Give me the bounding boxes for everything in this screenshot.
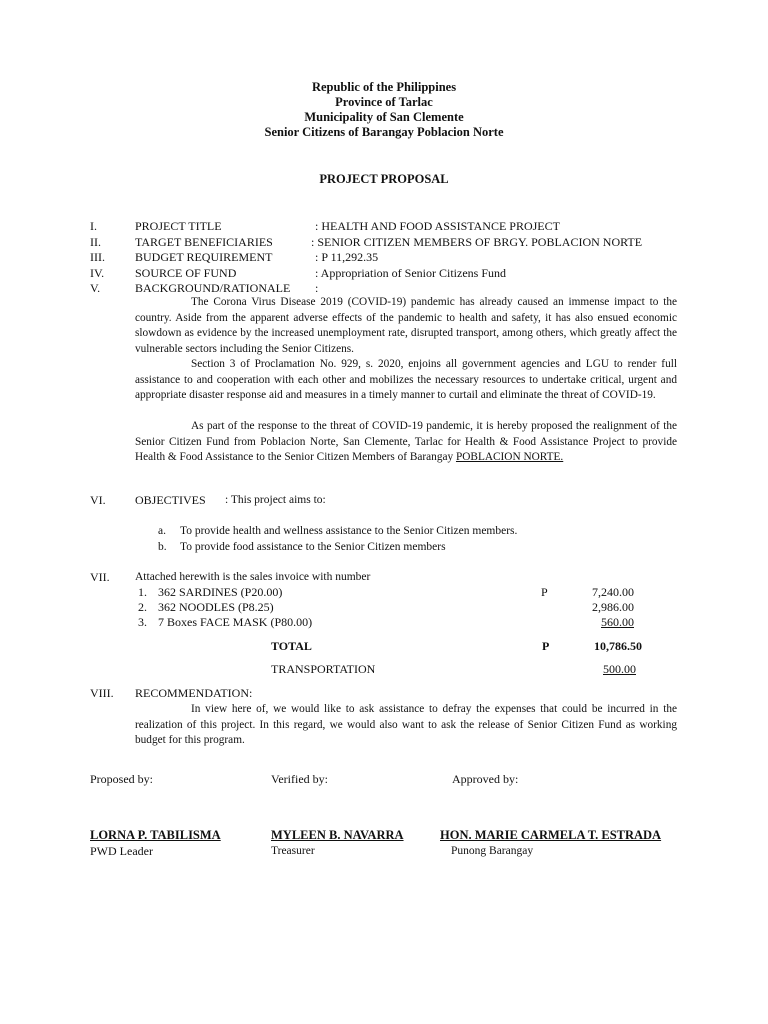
proposer-name: LORNA P. TABILISMA: [90, 828, 221, 842]
invoice-intro: Attached herewith is the sales invoice with number: [135, 571, 371, 583]
item-value: :: [315, 281, 319, 295]
item-label: PROJECT TITLE: [135, 219, 222, 233]
item-label: SOURCE OF FUND: [135, 266, 237, 280]
header-republic: Republic of the Philippines: [311, 80, 457, 94]
total-label: TOTAL: [271, 639, 312, 653]
invoice-currency: P: [541, 585, 548, 599]
objectives-label: OBJECTIVES: [135, 493, 206, 507]
approver-position: Punong Barangay: [451, 845, 534, 857]
item-value: : SENIOR CITIZEN MEMBERS OF BRGY. POBLACION NORTE: [311, 235, 643, 249]
background-paragraph-3-text: As part of the response to the threat of COVID-19 pandemic, it is hereby proposed the realignment of the Senior Citizen Fund from Poblacion Norte, San Clemente, Tarlac for Health & Food Assistance Project to provide Health & Food Assistance to the Senior Citizen Members of Barangay: [135, 420, 677, 464]
approver-name: HON. MARIE CARMELA T. ESTRADA: [440, 828, 662, 842]
item-number: V.: [90, 281, 101, 295]
header-municipality: Municipality of San Clemente: [304, 110, 464, 124]
item-number: II.: [90, 235, 101, 249]
approved-by-label: Approved by:: [452, 772, 519, 786]
invoice-line-number: 3.: [138, 615, 147, 629]
item-value: : P 11,292.35: [315, 250, 379, 264]
document-title: PROJECT PROPOSAL: [319, 172, 449, 186]
invoice-line-amount: 2,986.00: [592, 600, 634, 614]
objectives-intro: : This project aims to:: [225, 494, 326, 506]
invoice-line-description: 362 NOODLES (P8.25): [158, 600, 274, 614]
total-currency: P: [542, 639, 550, 653]
recommendation-text: In view here of, we would like to ask assistance to defray the expenses that could be incurred in the realization of this project. In this regard, we would also want to ask the release of Senior Citizen Fund as working budget for this program.: [135, 703, 677, 747]
verifier-name: MYLEEN B. NAVARRA: [271, 828, 404, 842]
barangay-name-underlined: POBLACION NORTE.: [455, 451, 564, 464]
transportation-label: TRANSPORTATION: [271, 662, 376, 676]
item-label: TARGET BENEFICIARIES: [135, 235, 273, 249]
invoice-line-amount: 7,240.00: [592, 585, 634, 599]
objective-letter: a.: [158, 525, 166, 537]
header-organization: Senior Citizens of Barangay Poblacion Norte: [264, 125, 504, 139]
invoice-line-description: 362 SARDINES (P20.00): [158, 585, 283, 599]
background-paragraph-1: The Corona Virus Disease 2019 (COVID-19) pandemic has already caused an immense impact to the country. Aside from the apparent adverse effects of the pandemic to health and safety, it has also ensued economic slowdown as evidence by the increased unemployment rate, disrupted transport, among others, which greatly affect the vulnerable sectors including the Senior Citizens.: [135, 296, 677, 355]
recommendation-number: VIII.: [90, 686, 114, 700]
proposed-by-label: Proposed by:: [90, 772, 153, 786]
objective-letter: b.: [158, 541, 167, 553]
header-province: Province of Tarlac: [335, 95, 433, 109]
background-paragraph-2: Section 3 of Proclamation No. 929, s. 2020, enjoins all government agencies and LGU to render full assistance to and cooperation with each other and mobilizes the necessary resources to undertake critical, urgent and appropriate disaster response aid and measures in a timely manner to curtail and eliminate the threat of COVID-19.: [135, 358, 677, 402]
objective-text: To provide health and wellness assistance to the Senior Citizen members.: [180, 525, 518, 537]
invoice-line-description: 7 Boxes FACE MASK (P80.00): [158, 615, 313, 629]
objective-text: To provide food assistance to the Senior Citizen members: [180, 541, 446, 553]
recommendation-label: RECOMMENDATION:: [135, 686, 253, 700]
invoice-line-number: 2.: [138, 600, 147, 614]
invoice-line-amount: 560.00: [601, 615, 634, 629]
verifier-position: Treasurer: [271, 845, 315, 857]
total-amount: 10,786.50: [594, 639, 642, 653]
transportation-amount: 500.00: [603, 662, 636, 676]
item-label: BUDGET REQUIREMENT: [135, 250, 273, 264]
item-number: III.: [90, 250, 105, 264]
invoice-number: VII.: [90, 570, 110, 584]
item-number: IV.: [90, 266, 105, 280]
objectives-number: VI.: [90, 493, 106, 507]
invoice-line-number: 1.: [138, 585, 147, 599]
item-number: I.: [90, 219, 97, 233]
item-label: BACKGROUND/RATIONALE: [135, 281, 291, 295]
proposer-position: PWD Leader: [90, 844, 153, 858]
item-value: : HEALTH AND FOOD ASSISTANCE PROJECT: [315, 219, 560, 233]
background-paragraph-3: [135, 419, 677, 466]
item-value: : Appropriation of Senior Citizens Fund: [315, 266, 506, 280]
verified-by-label: Verified by:: [271, 772, 328, 786]
